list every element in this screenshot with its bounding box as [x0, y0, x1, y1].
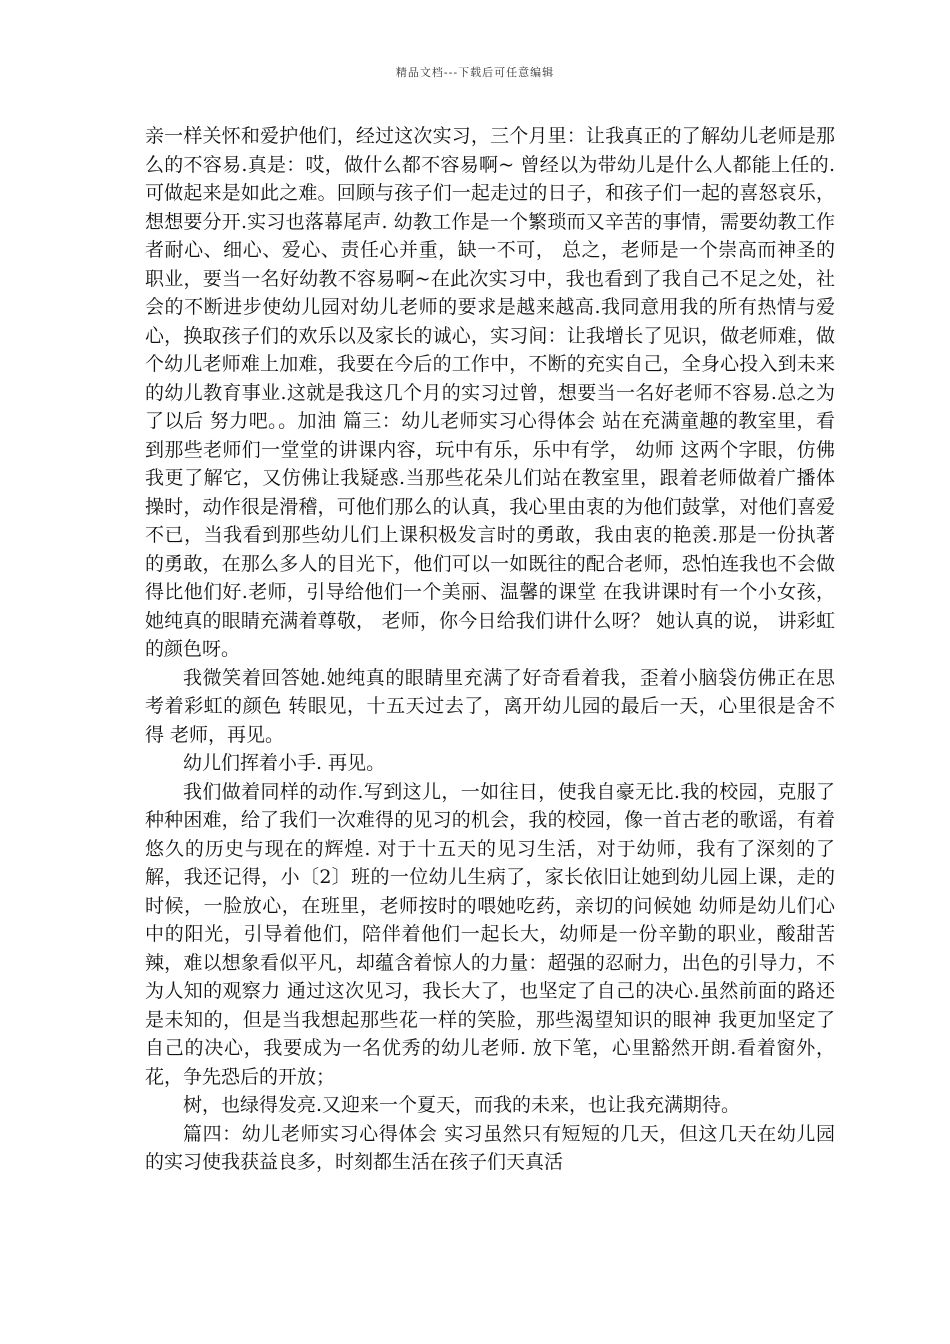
paragraph-1: 亲一样关怀和爱护他们，经过这次实习，三个月里：让我真正的了解幼儿老师是那么的不容易.真是：哎，做什么都不容易啊~ 曾经以为带幼儿是什么人都能上任的. 可做起来是如此之难。回顾与孩子们一起走过的日子，和孩子们一起的喜怒哀乐，想想要分开.实习也落幕尾声. 幼教工作是一个繁琐而又辛苦的事情，需要幼教工作者耐心、细心、爱心、责任心并重，缺一不可， 总之，老师是一个崇高而神圣的职业，要当一名好幼教不容易啊~在此次实习中，我也看到了我自己不足之处，社会的不断进步使幼儿园对幼儿老师的要求是越来越高.我同意用我的所有热情与爱心，换取孩子们的欢乐以及家长的诚心，实习间：让我增长了见识，做老师难，做个幼儿老师难上加难，我要在今后的工作中，不断的充实自己，全身心投入到未来的幼儿教育事业.这就是我这几个月的实习过曾，想要当一名好老师不容易.总之为了以后 努力吧。。加油 篇三：幼儿老师实习心得体会 站在充满童趣的教室里，看到那些老师们一堂堂的讲课内容，玩中有乐，乐中有学， 幼师 这两个字眼，仿佛我更了解它，又仿佛让我疑惑.当那些花朵儿们站在教室里，跟着老师做着广播体操时，动作很是滑稽，可他们那么的认真，我心里由衷的为他们鼓掌，对他们喜爱不已，当我看到那些幼儿们上课积极发言时的勇敢，我由衷的艳羡.那是一份执著的勇敢，在那么多人的目光下，他们可以一如既往的配合老师，恐怕连我也不会做得比他们好.老师，引导给他们一个美丽、温馨的课堂 在我讲课时有一个小女孩，她纯真的眼睛充满着尊敬， 老师，你今日给我们讲什么呀？ 她认真的说， 讲彩虹的颜色呀。 — [145, 125, 835, 660]
paragraph-6: 篇四：幼儿老师实习心得体会 实习虽然只有短短的几天，但这几天在幼儿园的实习使我获益良多，时刻都生活在孩子们天真活 — [145, 1122, 835, 1173]
paragraph-2: 我微笑着回答她.她纯真的眼睛里充满了好奇看着我，歪着小脑袋仿佛正在思考着彩虹的颜色 转眼见，十五天过去了，离开幼儿园的最后一天，心里很是舍不得 老师，再见。 — [145, 666, 835, 746]
paragraph-5: 树，也绿得发亮.又迎来一个夏天，而我的未来，也让我充满期待。 — [183, 1094, 741, 1116]
page-header: 精品文档---下载后可任意编辑 — [395, 66, 555, 79]
paragraph-4: 我们做着同样的动作.写到这儿，一如往日，使我自豪无比.我的校园，克服了种种困难，给了我们一次难得的见习的机会，我的校园，像一首古老的歌谣，有着悠久的历史与现在的辉煌. 对于十五天的见习生活，对于幼师，我有了深刻的了解，我还记得，小〔2〕班的一位幼儿生病了，家长依旧让她到幼儿园上课，走的时候，一脸放心，在班里，老师按时的喂她吃药，亲切的问候她 幼师是幼儿们心中的阳光，引导着他们，陪伴着他们一起长大，幼师是一份辛勤的职业，酸甜苦辣，难以想象看似平凡，却蕴含着惊人的力量：超强的忍耐力，出色的引导力，不为人知的观察力 通过这次见习，我长大了，也坚定了自己的决心.虽然前面的路还是未知的，但是当我想起那些花一样的笑脸，那些渴望知识的眼神 我更加坚定了自己的决心，我要成为一名优秀的幼儿老师. 放下笔，心里豁然开朗.看着窗外，花，争先恐后的开放； — [145, 780, 835, 1088]
document-body — [145, 122, 835, 1177]
paragraph-3: 幼儿们挥着小手. 再见。 — [183, 752, 386, 774]
